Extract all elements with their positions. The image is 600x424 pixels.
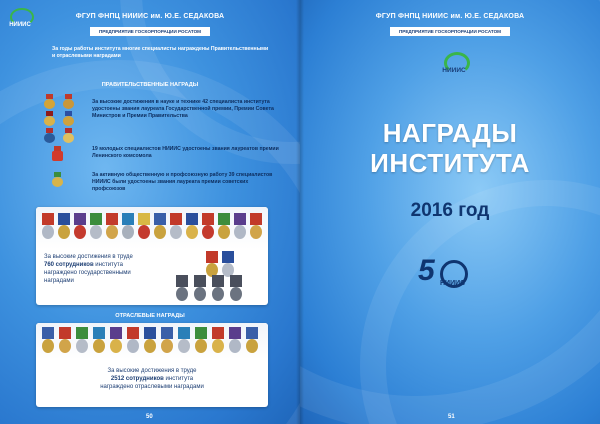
medal-icon [44,94,55,109]
medal-icon [170,213,182,241]
medal-icon [178,327,190,355]
state-awards-caption: За высокие достижения в труде 760 сотрудников института награждено государственными наградами [44,254,133,284]
medal-icon [246,327,258,355]
medal-icon [176,275,188,303]
medal-icon [194,275,206,303]
medal-icon [234,213,246,241]
medal-icon [230,275,242,303]
medal-icon [44,111,55,126]
medal-photo-strip [36,323,268,359]
medal-photo-strip [36,207,268,249]
medal-icon [229,327,241,355]
brochure-title: НАГРАДЫ ИНСТИТУТА [370,118,530,178]
medal-icon [74,213,86,241]
medal-icon [218,213,230,241]
page-header: ФГУП ФНПЦ НИИИС им. Ю.Е. СЕДАКОВА [75,13,225,20]
medal-icon [63,111,74,126]
page-header: ФГУП ФНПЦ НИИИС им. Ю.Е. СЕДАКОВА [375,13,525,20]
medal-icon [93,327,105,355]
medal-icon [195,327,207,355]
industry-awards-panel [36,323,268,407]
page-subheader: ПРЕДПРИЯТИЕ ГОСКОРПОРАЦИИ РОСАТОМ [390,27,510,36]
niiis-logo [7,8,33,32]
medal-icon [42,327,54,355]
medal-icon [138,213,150,241]
medal-icon [122,213,134,241]
medal-icon [76,327,88,355]
medal-icon [212,275,224,303]
medal-icon [63,94,74,109]
medal-icon [106,213,118,241]
medal-icon [59,327,71,355]
section-title-government-awards: ПРАВИТЕЛЬСТВЕННЫЕ НАГРАДЫ [101,82,199,88]
medal-icon [44,128,55,143]
industry-awards-caption: За высокие достижения в труде 2512 сотрудников института награждено отраслевыми наградами [100,368,204,390]
medal-icon [144,327,156,355]
logo-text: НИИИС [442,67,466,74]
medal-icon [202,213,214,241]
center-fold [296,0,304,424]
page-number: 50 [146,414,153,420]
medal-icon [186,213,198,241]
medal-icon [110,327,122,355]
medal-icon [250,213,262,241]
state-awards-panel [36,207,268,305]
medal-icon [52,146,63,161]
brochure-year: 2016 год [410,200,490,221]
anniversary-logo: 5 НИИИС [418,254,488,300]
medal-icon [90,213,102,241]
logo-text: НИИИС [9,22,31,28]
gov-awards-paragraph-1: За высокие достижения в науке и технике 42 специалиста института удостоены звания лауреата Государственной премии, Премии Совета Министров и Премии Правительства [92,99,274,119]
page-number: 51 [448,414,455,420]
section-title-industry-awards: ОТРАСЛЕВЫЕ НАГРАДЫ [115,313,185,319]
intro-text: За годы работы института многие специалисты награждены Правительственными и отраслевыми наградами [52,46,269,59]
gov-awards-paragraph-2: 19 молодых специалистов НИИИС удостоены звания лауреатов премии Ленинского комсомола [92,146,279,159]
gov-awards-paragraph-3: За активную общественную и профсоюзную работу 39 специалистов НИИИС были удостоены звания лауреата премии советских профсоюзов [92,172,273,192]
medal-icon [58,213,70,241]
medal-icon [161,327,173,355]
medal-icon [42,213,54,241]
medal-icon [63,128,74,143]
page-subheader: ПРЕДПРИЯТИЕ ГОСКОРПОРАЦИИ РОСАТОМ [90,27,210,36]
medal-icon [52,172,63,187]
medal-icon [212,327,224,355]
right-page [300,0,600,424]
niiis-logo [440,52,468,80]
medal-icon [154,213,166,241]
medal-icon [127,327,139,355]
